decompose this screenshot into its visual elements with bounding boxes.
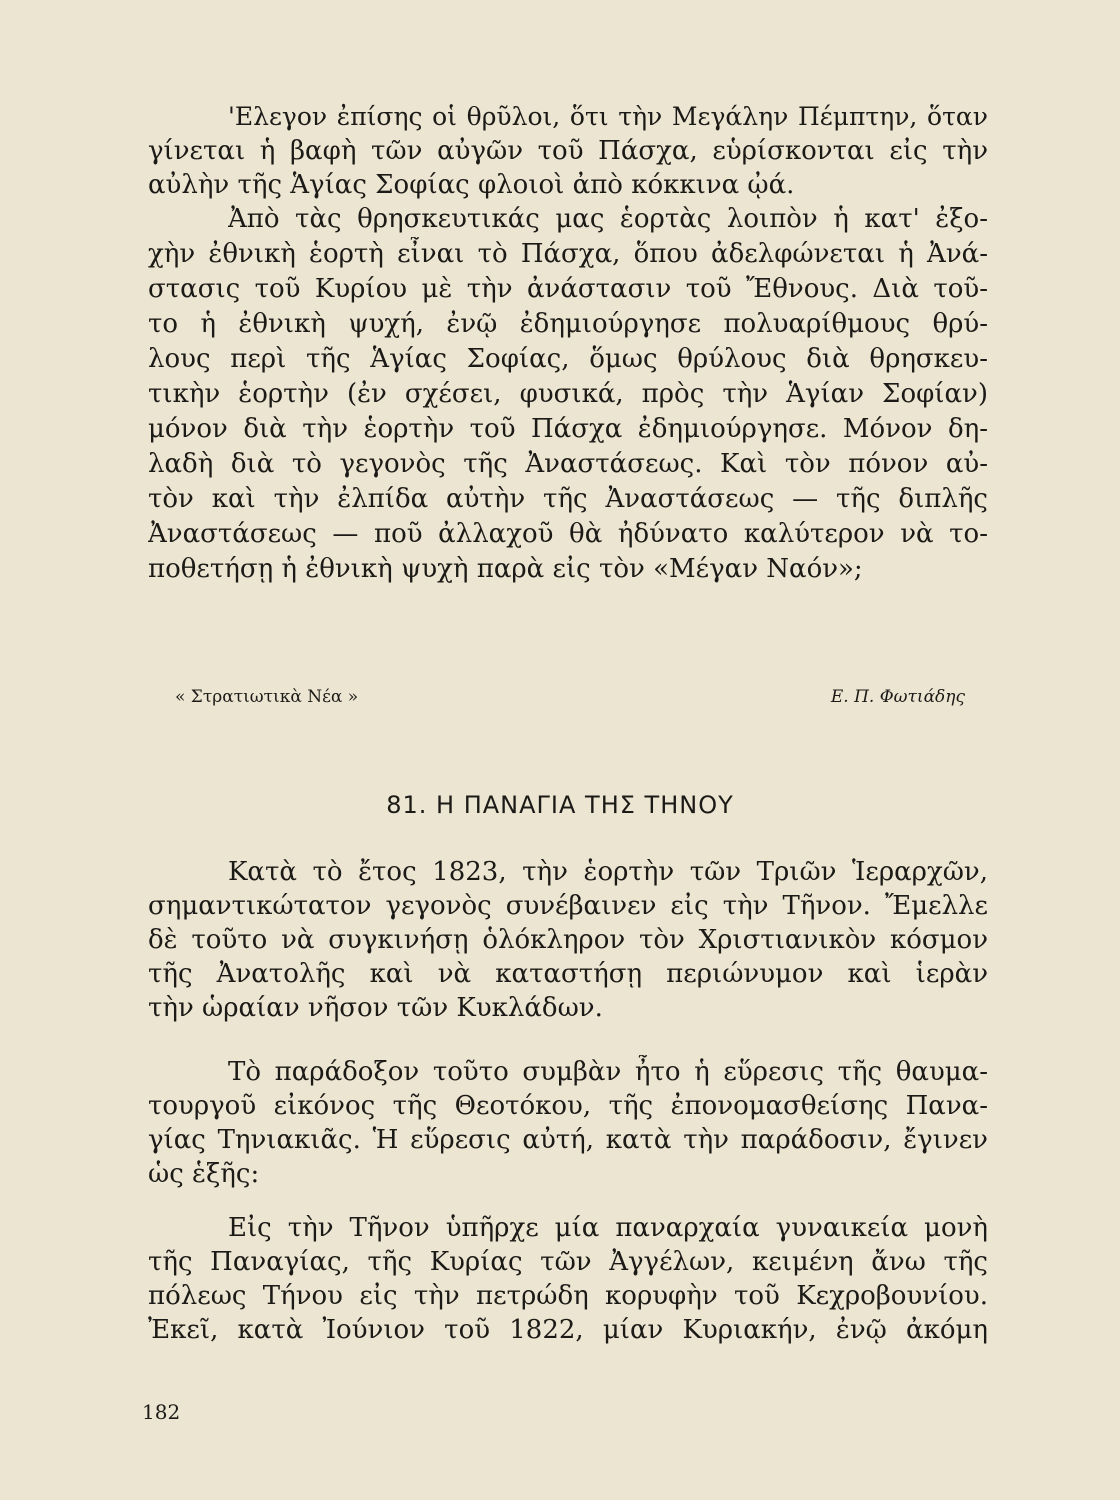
text-line: ὡς ἑξῆς: (148, 1159, 260, 1189)
text-line: Ἀναστάσεως — ποῦ ἀλλαχοῦ θὰ ἠδύνατο καλύτερον νὰ το- (148, 519, 988, 549)
source-citation: « Στρατιωτικὰ Νέα » (175, 687, 359, 707)
text-line: τικὴν ἑορτὴν (ἐν σχέσει, φυσικά, πρὸς τὴν Ἁγίαν Σοφίαν) (148, 379, 988, 409)
text-line: τὴν ὡραίαν νῆσον τῶν Κυκλάδων. (148, 993, 603, 1023)
text-line: Κατὰ τὸ ἔτος 1823, τὴν ἑορτὴν τῶν Τριῶν Ἱεραρχῶν, (228, 857, 988, 887)
text-line: Τὸ παράδοξον τοῦτο συμβὰν ἦτο ἡ εὕρεσις τῆς θαυμα- (228, 1057, 988, 1087)
text-line: δὲ τοῦτο νὰ συγκινήσῃ ὁλόκληρον τὸν Χριστιανικὸν κόσμον (148, 925, 988, 955)
text-line: Ἀπὸ τὰς θρησκευτικάς μας ἑορτὰς λοιπὸν ἡ κατ' ἐξο- (228, 204, 988, 234)
text-line: 'Ελεγον ἐπίσης οἱ θρῦλοι, ὅτι τὴν Μεγάλην Πέμπτην, ὅταν (228, 102, 988, 131)
text-line: στασις τοῦ Κυρίου μὲ τὴν ἀνάστασιν τοῦ Ἔθνους. Διὰ τοῦ- (148, 274, 988, 304)
text-line: τῆς Παναγίας, τῆς Κυρίας τῶν Ἀγγέλων, κειμένη ἄνω τῆς (148, 1247, 988, 1277)
text-line: γίνεται ἡ βαφὴ τῶν αὐγῶν τοῦ Πάσχα, εὑρίσκονται εἰς τὴν (148, 136, 988, 166)
text-line: σημαντικώτατον γεγονὸς συνέβαινεν εἰς τὴν Τῆνον. Ἔμελλε (148, 891, 988, 921)
text-line: το ἡ ἐθνικὴ ψυχή, ἐνῷ ἐδημιούργησε πολυαρίθμους θρύ- (148, 309, 988, 339)
text-line: γίας Τηνιακιᾶς. Ἡ εὕρεσις αὐτή, κατὰ τὴν παράδοσιν, ἔγινεν (148, 1125, 988, 1155)
text-line: τουργοῦ εἰκόνος τῆς Θεοτόκου, τῆς ἐπονομασθείσης Πανα- (148, 1091, 988, 1121)
text-line: τὸν καὶ τὴν ἐλπίδα αὐτὴν τῆς Ἀναστάσεως — τῆς διπλῆς (148, 484, 988, 514)
byline (175, 684, 965, 710)
page-number: 182 (142, 1400, 181, 1424)
text-line: Ἐκεῖ, κατὰ Ἰούνιον τοῦ 1822, μίαν Κυριακήν, ἐνῷ ἀκόμη (148, 1315, 988, 1345)
text-line: τῆς Ἀνατολῆς καὶ νὰ καταστήσῃ περιώνυμον καὶ ἱερὰν (148, 959, 988, 989)
text-line: λαδὴ διὰ τὸ γεγονὸς τῆς Ἀναστάσεως. Καὶ τὸν πόνον αὐ- (148, 449, 988, 479)
author-name: Ε. Π. Φωτιάδης (830, 687, 965, 707)
section-heading: 81. Η ΠΑΝΑΓΙΑ ΤΗΣ ΤΗΝΟΥ (386, 791, 734, 819)
text-line: πόλεως Τήνου εἰς τὴν πετρώδη κορυφὴν τοῦ Κεχροβουνίου. (148, 1281, 988, 1311)
text-line: λους περὶ τῆς Ἁγίας Σοφίας, ὅμως θρύλους διὰ θρησκευ- (148, 344, 988, 374)
text-line: ποθετήσῃ ἡ ἐθνικὴ ψυχὴ παρὰ εἰς τὸν «Μέγαν Ναόν»; (148, 554, 863, 584)
text-line: Εἰς τὴν Τῆνον ὑπῆρχε μία παναρχαία γυναικεία μονὴ (228, 1213, 988, 1243)
text-line: αὐλὴν τῆς Ἁγίας Σοφίας φλοιοὶ ἀπὸ κόκκινα ᾠά. (148, 170, 795, 200)
text-line: χὴν ἐθνικὴ ἑορτὴ εἶναι τὸ Πάσχα, ὅπου ἀδελφώνεται ἡ Ἀνά- (148, 239, 988, 269)
text-line: μόνον διὰ τὴν ἑορτὴν τοῦ Πάσχα ἐδημιούργησε. Μόνον δη- (148, 414, 988, 444)
